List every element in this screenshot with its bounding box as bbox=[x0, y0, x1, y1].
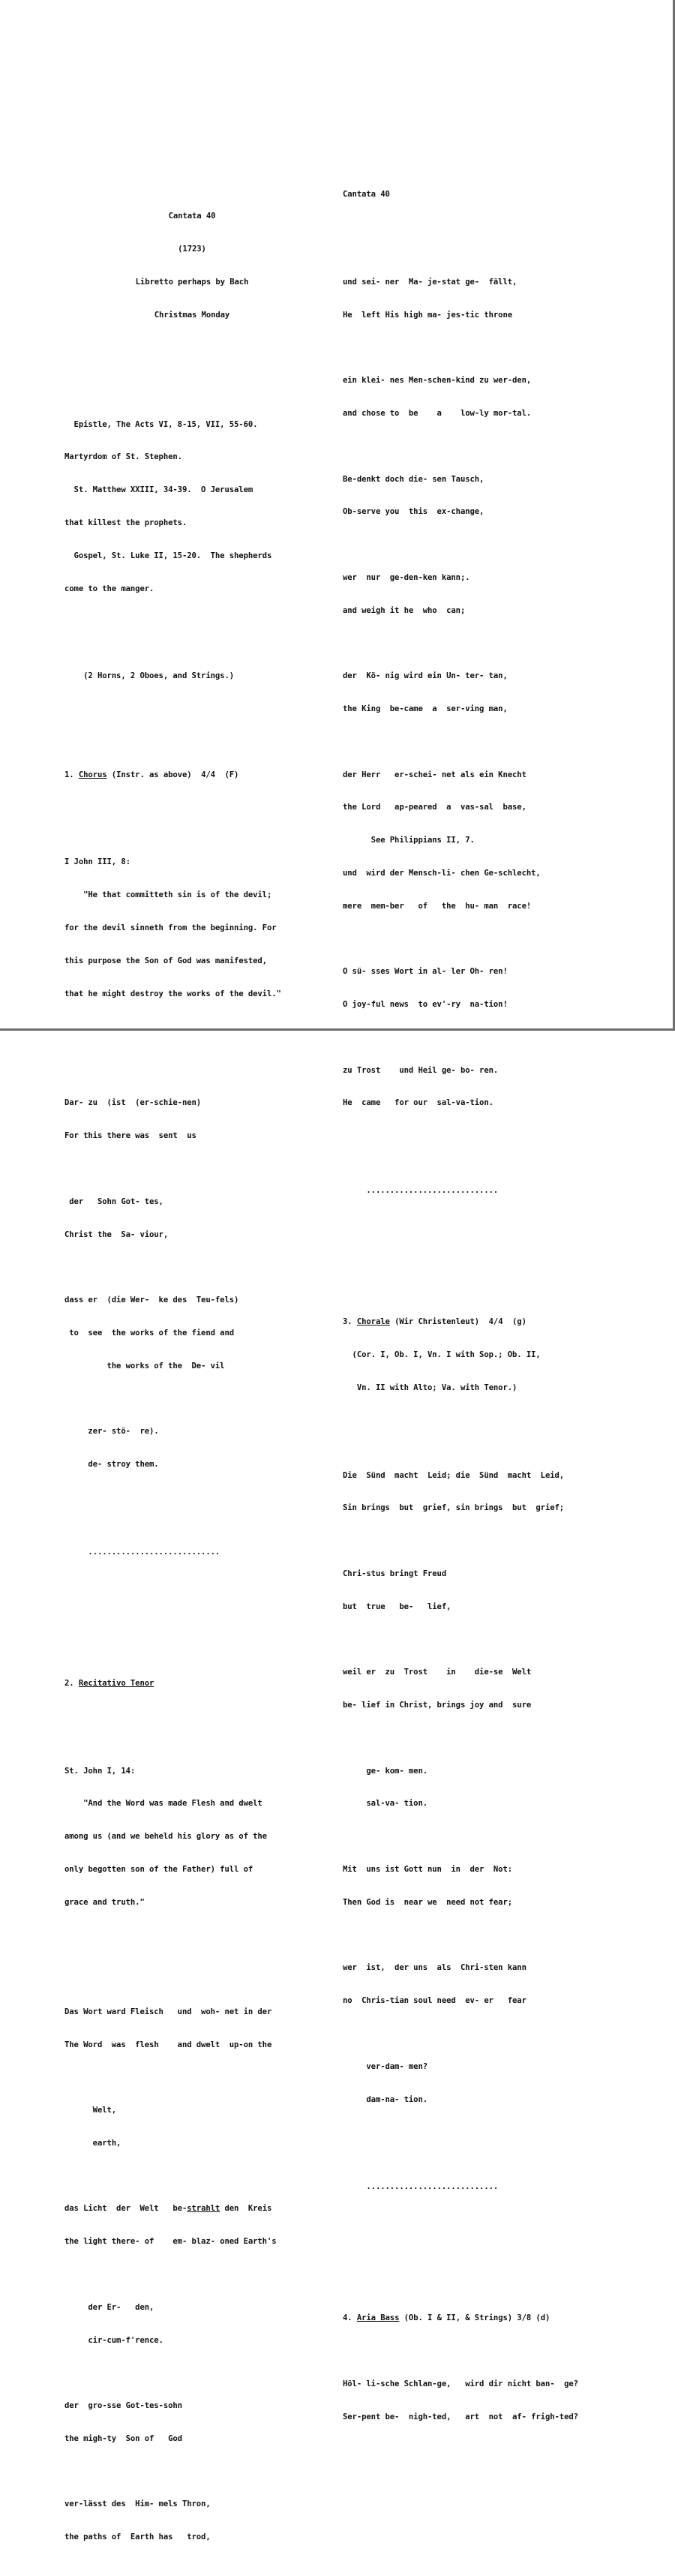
movement-3-heading bbox=[343, 1317, 658, 1328]
movement-number: 3. bbox=[343, 1317, 357, 1327]
lyric-german bbox=[64, 2203, 334, 2214]
lyric-german: der Sohn Got- tes, bbox=[64, 1196, 164, 1206]
lyric-english: He came for our sal-va-tion. bbox=[343, 1098, 494, 1108]
lyric-english: be- lief in Christ, brings joy and sure bbox=[343, 1701, 532, 1710]
lyric-english: the paths of Earth has trod, bbox=[64, 2532, 211, 2542]
scripture-line: among us (and we beheld his glory as of the bbox=[64, 1832, 267, 1842]
cantata-title: Cantata 40 bbox=[168, 212, 216, 221]
lyric-german: dass er (die Wer- ke des Teu-fels) bbox=[64, 1296, 239, 1305]
scripture-block-2 bbox=[64, 1744, 334, 1930]
lyric-english: the migh-ty Son of God bbox=[64, 2433, 182, 2443]
lyric-english: Ob-serve you this ex-change, bbox=[343, 507, 484, 517]
scripture-line: grace and truth." bbox=[64, 1897, 145, 1907]
lyric-german: der gro-sse Got-tes-sohn bbox=[64, 2401, 182, 2411]
lyric-german: Dar- zu (ist (er-schie-nen) bbox=[64, 1098, 202, 1108]
lyric-english: to see the works of the fiend and bbox=[64, 1328, 235, 1338]
lyric-english: O joy-ful news to ev'-ry na-tion! bbox=[343, 1000, 508, 1010]
recitative-text bbox=[64, 1985, 334, 2565]
reading-line: come to the manger. bbox=[64, 584, 154, 593]
scripture-line: only begotten son of the Father) full of bbox=[64, 1865, 254, 1875]
lyric-english: Ser-pent be- nigh-ted, art not af- frigh-ted? bbox=[343, 2412, 578, 2421]
movement-instrumentation: Vn. II with Alto; Va. with Tenor.) bbox=[343, 1383, 518, 1392]
lyric-german: Welt, bbox=[64, 2106, 117, 2115]
movement-number: 4. bbox=[343, 2313, 357, 2323]
chorus-text bbox=[64, 1076, 334, 1492]
reading-line: that killest the prophets. bbox=[64, 518, 188, 527]
movement-number: 2. bbox=[64, 1678, 79, 1688]
lyric-german: und sei- ner Ma- je-stat ge- fällt, bbox=[343, 277, 518, 287]
lyric-german: Die Sünd macht Leid; die Sünd macht Leid, bbox=[343, 1470, 565, 1480]
lyric-part: den Kreis bbox=[220, 2204, 272, 2214]
readings-block bbox=[64, 397, 334, 616]
scripture-line: I John III, 8: bbox=[64, 857, 130, 867]
separator-dots: ............................ bbox=[343, 2182, 499, 2192]
lyric-german: zu Trost und Heil ge- bo- ren. bbox=[343, 1065, 499, 1075]
movement-details: (Ob. I & II, & Strings) 3/8 (d) bbox=[399, 2313, 550, 2323]
reading-line: Gospel, St. Luke II, 15-20. The shepherds bbox=[64, 551, 272, 560]
scripture-reference: See Philippians II, 7. bbox=[343, 836, 475, 845]
lyric-english: cir-cum-f'rence. bbox=[64, 2335, 164, 2345]
scripture-line: "He that committeth sin is of the devil; bbox=[64, 890, 272, 900]
reading-line: Epistle, The Acts VI, 8-15, VII, 55-60. bbox=[64, 419, 258, 429]
lyric-english: Christ the Sa- viour, bbox=[64, 1229, 169, 1239]
scripture-block-1 bbox=[64, 835, 334, 1021]
movement-details: (Wir Christenleut) 4/4 (g) bbox=[389, 1317, 526, 1327]
lyric-english: sal-va- tion. bbox=[343, 1799, 428, 1809]
lyric-english: mere mem-ber of the hu- man race! bbox=[343, 901, 532, 911]
occasion-line: Christmas Monday bbox=[154, 310, 230, 320]
lyric-english: The Word was flesh and dwelt up-on the bbox=[64, 2040, 272, 2049]
separator-dots: ............................ bbox=[64, 1547, 220, 1557]
lyric-english: and chose to be a low-ly mor-tal. bbox=[343, 409, 532, 419]
lyric-german: weil er zu Trost in die-se Welt bbox=[343, 1668, 532, 1677]
scripture-line: St. John I, 14: bbox=[64, 1766, 136, 1776]
movement-2-heading bbox=[64, 1678, 334, 1689]
reading-line: Martyrdom of St. Stephen. bbox=[64, 452, 182, 462]
movement-number: 1. bbox=[64, 770, 79, 779]
lyric-english: the King be-came a ser-ving man, bbox=[343, 704, 508, 714]
lyric-english: the Lord ap-peared a vas-sal base, bbox=[343, 803, 526, 812]
lyric-english: but true be- lief, bbox=[343, 1602, 452, 1611]
lyric-german: der Er- den, bbox=[64, 2302, 154, 2312]
recitative-continued bbox=[343, 255, 658, 1131]
lyric-german: Das Wort ward Fleisch und woh- net in der bbox=[64, 2007, 272, 2016]
movement-1-heading bbox=[64, 770, 334, 781]
lyric-english: de- stroy them. bbox=[64, 1460, 159, 1470]
reading-line: St. Matthew XXIII, 34-39. O Jerusalem bbox=[64, 485, 254, 495]
instrumentation-line: (2 Horns, 2 Oboes, and Strings.) bbox=[64, 671, 235, 681]
movement-name: Chorus bbox=[78, 770, 107, 779]
lyric-german: Chri-stus bringt Freud bbox=[343, 1569, 447, 1578]
lyric-english: Sin brings but grief, sin brings but grief; bbox=[343, 1503, 565, 1513]
scripture-line: that he might destroy the works of the devil." bbox=[64, 989, 281, 998]
lyric-part: das Licht der Welt be- bbox=[64, 2204, 188, 2214]
scripture-line: for the devil sinneth from the beginning. For bbox=[64, 923, 277, 932]
lyric-english: the works of the De- vil bbox=[64, 1361, 225, 1371]
chorale-text bbox=[343, 1448, 658, 2127]
movement-instrumentation: (Cor. I, Ob. I, Vn. I with Sop.; Ob. II, bbox=[343, 1350, 541, 1360]
scripture-line: "And the Word was made Flesh and dwelt bbox=[64, 1799, 262, 1809]
lyric-german: der Herr er-schei- net als ein Knecht bbox=[343, 770, 526, 779]
lyric-german: wer nur ge-den-ken kann;. bbox=[343, 572, 470, 582]
movement-name: Aria Bass bbox=[356, 2313, 400, 2323]
movement-4-heading bbox=[343, 2313, 658, 2324]
lyric-german: Be-denkt doch die- sen Tausch, bbox=[343, 474, 484, 484]
lyric-german: Höl- li-sche Schlan-ge, wird dir nicht ban- ge? bbox=[343, 2379, 578, 2388]
movement-details: (Instr. as above) 4/4 (F) bbox=[106, 770, 239, 779]
cantata-year: (1723) bbox=[178, 245, 206, 254]
lyric-german: ein klei- nes Men-schen-kind zu wer-den, bbox=[343, 376, 532, 386]
libretto-line: Libretto perhaps by Bach bbox=[135, 277, 249, 287]
lyric-english: Then God is near we need not fear; bbox=[343, 1897, 513, 1907]
lyric-german: ver-lässt des Him- mels Thron, bbox=[64, 2499, 211, 2509]
lyric-english: dam-na- tion. bbox=[343, 2094, 428, 2104]
right-column bbox=[343, 167, 658, 2433]
lyric-german: zer- stö- re). bbox=[64, 1427, 159, 1437]
movement-name: Recitativo Tenor bbox=[78, 1678, 154, 1688]
lyric-german: ge- kom- men. bbox=[343, 1766, 428, 1776]
lyric-german: O sü- sses Wort in al- ler Oh- ren! bbox=[343, 967, 508, 977]
scripture-line: this purpose the Son of God was manifested, bbox=[64, 956, 267, 965]
left-header bbox=[64, 189, 320, 342]
lyric-german: Mit uns ist Gott nun in der Not: bbox=[343, 1865, 513, 1875]
movement-name: Chorale bbox=[356, 1317, 390, 1327]
lyric-german: ver-dam- men? bbox=[343, 2061, 428, 2071]
lyric-part-underlined: strahlt bbox=[187, 2204, 220, 2214]
lyric-english: earth, bbox=[64, 2138, 122, 2148]
right-header: Cantata 40 bbox=[343, 190, 390, 200]
lyric-german: der Kö- nig wird ein Un- ter- tan, bbox=[343, 671, 508, 681]
lyric-english: and weigh it he who can; bbox=[343, 605, 466, 615]
left-column bbox=[64, 167, 334, 2576]
lyric-english: He left His high ma- jes-tic throne bbox=[343, 310, 513, 320]
lyric-english: no Chris-tian soul need ev- er fear bbox=[343, 1996, 526, 2006]
separator-dots: ............................ bbox=[343, 1186, 499, 1196]
lyric-german: und wird der Mensch-li- chen Ge-schlecht, bbox=[343, 869, 541, 878]
lyric-german: wer ist, der uns als Chri-sten kann bbox=[343, 1963, 526, 1973]
lyric-english: For this there was sent us bbox=[64, 1131, 196, 1141]
lyric-english: the light there- of em- blaz- oned Earth's bbox=[64, 2237, 277, 2247]
